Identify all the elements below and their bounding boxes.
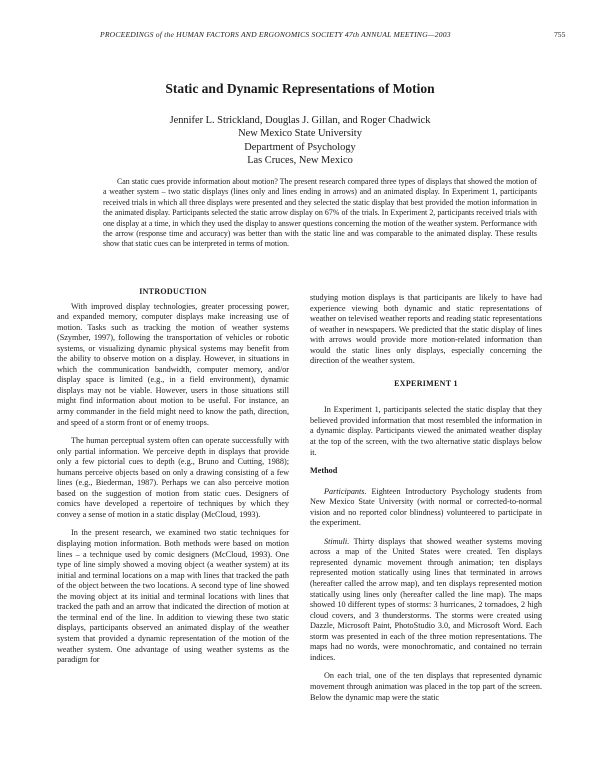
stimuli-paragraph [310, 537, 542, 664]
participants-text: Eighteen Introductory Psychology students from New Mexico State University (with normal or corrected-to-normal vision and no reported color blindness) volunteered to participate in the experiment. [310, 486, 543, 528]
intro-paragraph-3: In the present research, we examined two static techniques for displaying motion information. Both methods were based on motion lines – a technique used by comic designers (McCloud, 1993). One type of line simply showed a moving object (a weather system) at its initial and terminal locations on a map with lines that tracked the path of the object between the two locations. A second type of line showed the moving object at its initial and terminal locations with lines that tracked the path and an arrow that indicated the direction of motion at the terminal end of the line. In addition to viewing these two static displays, participants observed an animated display of the weather system that provided a dynamic representation of the motion of the weather system. One advantage of using weather systems as the paradigm for [57, 528, 289, 665]
paper-title: Static and Dynamic Representations of Motion [165, 81, 435, 96]
right-column [310, 293, 542, 711]
participants-paragraph [310, 487, 542, 529]
running-head: PROCEEDINGS of the HUMAN FACTORS AND ERGONOMICS SOCIETY 47th ANNUAL MEETING—2003 [100, 30, 451, 39]
introduction-heading: INTRODUCTION [139, 287, 207, 296]
intro-continued-paragraph: studying motion displays is that participants are likely to have had experience viewing both dynamic and static representations of weather on televised weather reports and reading static representations of weather in newspapers. We predicted that the static display of lines with arrows would provide more motion-related information than would the static lines only displays, especially concerning the direction of the weather system. [310, 293, 542, 366]
method-heading: Method [310, 466, 338, 476]
intro-paragraph-1: With improved display technologies, greater processing power, and expanded memory, computer displays make increasing use of motion. Tasks such as tracking the motion of weather systems (Szymber, 1997), following the transportation of vehicles or robotic systems, or visualizing dynamic physical systems may benefit from the ability to observe motion on a display. However, in situations in which the communication bandwidth, computer memory, and/or display space is limited (e.g., in a field environment), dynamic displays may not be viable. However, users in those situations still might find information about motion to be useful. For instance, an army commander in the field might need to know the path, direction, and speed of a storm front or of enemy troops. [57, 301, 289, 427]
experiment-1-intro: In Experiment 1, participants selected the static display that they believed provided information that most resembled the information in a dynamic display. Participants viewed the animated weather display at the top of the screen, with the two alternative static displays below it. [310, 405, 542, 457]
participants-label: Participants. [324, 486, 367, 496]
abstract: Can static cues provide information about motion? The present research compared three types of displays that showed the motion of a weather system – two static displays (lines only and lines ending in arrows) and an animated display. In Experiment 1, participants received trials in which all three displays were presented and they selected the static display that best provided the motion information in the animated display. Participants selected the static arrow display on 67% of the trials. In Experiment 2, participants received trials with one display at a time, in which they used the display to answer questions concerning the motion of the weather system. Performance with the arrow (response time and accuracy) was better than with the static line and was comparable to the animated display. These results show that static cues can be interpreted in terms of motion. [103, 177, 537, 249]
experiment-1-heading: EXPERIMENT 1 [394, 378, 458, 388]
author-block [0, 114, 600, 167]
stimuli-text: Thirty displays that showed weather systems moving across a map of the United States were created. Ten displays represented dynamic movement through animation; ten displays represented motion statically using lines that terminated in arrows (hereafter called the arrow map), and ten displays represented motion statically using lines only (hereafter called the line map). The maps showed 10 different types of storms: 3 hurricanes, 2 tornadoes, 2 high cloud covers, and 3 thunderstorms. The storms were created using Dazzle, Microsoft Paint, PhotoStudio 3.0, and Microsoft Word. Each storm was presented in each of the three motion representations. The maps had no words, were monochromatic, and contained no terrain indices. [310, 536, 542, 662]
stimuli-label: Stimuli. [324, 536, 350, 546]
left-column [57, 287, 289, 674]
author-department: Department of Psychology [244, 141, 356, 153]
author-location: Las Cruces, New Mexico [247, 154, 353, 166]
author-names: Jennifer L. Strickland, Douglas J. Gillan, and Roger Chadwick [169, 115, 431, 126]
author-affiliation: New Mexico State University [238, 128, 362, 140]
closing-paragraph: On each trial, one of the ten displays that represented dynamic movement through animation was placed in the top part of the screen. Below the dynamic map were the static [310, 671, 542, 702]
intro-paragraph-2: The human perceptual system often can operate successfully with only partial information. We perceive depth in displays that provide only a few pictorial cues to depth (e.g., Bruno and Cutting, 1988); humans perceive objects based on only a drawing consisting of a few lines (e.g., Biederman, 1987). Perhaps we can also perceive motion based on the suggestion of motion from static cues. Designers of comics have developed a repertoire of techniques by which they convey a sense of motion in a static display (McCloud, 1993). [57, 436, 289, 519]
page-number: 755 [554, 30, 566, 39]
